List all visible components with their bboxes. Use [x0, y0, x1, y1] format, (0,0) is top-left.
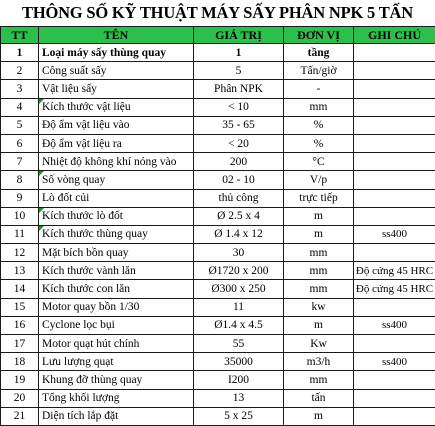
- row-value: 30: [194, 244, 284, 262]
- row-number: 14: [1, 280, 39, 298]
- table-row: [1, 225, 435, 243]
- row-note: [354, 371, 435, 389]
- row-unit: Kw: [284, 335, 354, 353]
- row-value: 11: [194, 298, 284, 316]
- row-note: [354, 98, 435, 116]
- table-row: [1, 298, 435, 316]
- column-header-value: GIÁ TRỊ: [194, 27, 284, 44]
- row-note: ss400: [354, 353, 435, 371]
- row-name: Motor quạt hút chính: [39, 335, 194, 353]
- sheet-title: THÔNG SỐ KỸ THUẬT MÁY SẤY PHÂN NPK 5 TẤN: [0, 0, 435, 26]
- row-number: 2: [1, 62, 39, 80]
- row-name: Diện tích lắp đặt: [39, 407, 194, 425]
- row-number: 5: [1, 116, 39, 134]
- row-name: Vật liệu sấy: [39, 80, 194, 98]
- row-note: Độ cứng 45 HRC: [354, 262, 435, 280]
- row-value: < 20: [194, 134, 284, 152]
- row-value: Ø1.4 x 4.5: [194, 316, 284, 334]
- table-row: [1, 262, 435, 280]
- table-row: [1, 80, 435, 98]
- row-unit: m: [284, 207, 354, 225]
- row-note: [354, 207, 435, 225]
- row-number: 15: [1, 298, 39, 316]
- row-unit: %: [284, 134, 354, 152]
- table-row: [1, 62, 435, 80]
- row-note: [354, 134, 435, 152]
- row-name: Nhiệt độ không khí nóng vào: [39, 153, 194, 171]
- row-value: 5: [194, 62, 284, 80]
- row-number: 11: [1, 225, 39, 243]
- row-name: Số vòng quay: [39, 171, 194, 189]
- table-row: [1, 153, 435, 171]
- spec-table: [0, 26, 435, 426]
- row-unit: m3/h: [284, 353, 354, 371]
- row-unit: m: [284, 225, 354, 243]
- row-name: Lò đốt củi: [39, 189, 194, 207]
- row-name: Khung đỡ thùng quay: [39, 371, 194, 389]
- row-value: 55: [194, 335, 284, 353]
- row-number: 7: [1, 153, 39, 171]
- row-note: [354, 171, 435, 189]
- row-note: [354, 80, 435, 98]
- table-row: [1, 280, 435, 298]
- row-unit: -: [284, 80, 354, 98]
- row-number: 8: [1, 171, 39, 189]
- row-value: Ø1720 x 200: [194, 262, 284, 280]
- row-note: [354, 407, 435, 425]
- row-name: Kích thước con lăn: [39, 280, 194, 298]
- row-note: Độ cứng 45 HRC: [354, 280, 435, 298]
- table-row: [1, 116, 435, 134]
- row-unit: %: [284, 116, 354, 134]
- row-note: [354, 116, 435, 134]
- row-note: ss400: [354, 225, 435, 243]
- row-unit: kw: [284, 298, 354, 316]
- row-name: Loại máy sấy thùng quay: [39, 44, 194, 62]
- table-row: [1, 353, 435, 371]
- row-name: Tổng khối lượng: [39, 389, 194, 407]
- row-value: Ø300 x 250: [194, 280, 284, 298]
- table-row: [1, 98, 435, 116]
- row-value: 1: [194, 44, 284, 62]
- row-name: Độ ẩm vật liệu vào: [39, 116, 194, 134]
- row-value: 02 - 10: [194, 171, 284, 189]
- row-number: 9: [1, 189, 39, 207]
- table-row: [1, 189, 435, 207]
- row-name: Kích thước thùng quay: [39, 225, 194, 243]
- row-unit: trực tiếp: [284, 189, 354, 207]
- row-note: ss400: [354, 316, 435, 334]
- row-unit: mm: [284, 371, 354, 389]
- row-number: 13: [1, 262, 39, 280]
- row-unit: Tấn/giờ: [284, 62, 354, 80]
- row-value: < 10: [194, 98, 284, 116]
- column-header-name: TÊN: [39, 27, 194, 44]
- row-number: 4: [1, 98, 39, 116]
- column-header-tt: TT: [1, 27, 39, 44]
- table-row: [1, 44, 435, 62]
- row-value: 35000: [194, 353, 284, 371]
- table-row: [1, 335, 435, 353]
- row-unit: V/p: [284, 171, 354, 189]
- row-unit: mm: [284, 262, 354, 280]
- row-name: Motor quay bồn 1/30: [39, 298, 194, 316]
- row-name: Mặt bích bồn quay: [39, 244, 194, 262]
- row-number: 17: [1, 335, 39, 353]
- row-name: Độ ẩm vật liệu ra: [39, 134, 194, 152]
- row-number: 6: [1, 134, 39, 152]
- row-value: 13: [194, 389, 284, 407]
- row-number: 21: [1, 407, 39, 425]
- table-row: [1, 171, 435, 189]
- column-header-note: GHI CHÚ: [354, 27, 435, 44]
- row-name: Lưu lượng quạt: [39, 353, 194, 371]
- row-number: 16: [1, 316, 39, 334]
- row-unit: m: [284, 407, 354, 425]
- row-name: Cyclone lọc bụi: [39, 316, 194, 334]
- row-name: Kích thước vật liệu: [39, 98, 194, 116]
- row-note: [354, 389, 435, 407]
- row-value: 35 - 65: [194, 116, 284, 134]
- row-number: 3: [1, 80, 39, 98]
- row-value: 5 x 25: [194, 407, 284, 425]
- row-unit: mm: [284, 98, 354, 116]
- table-row: [1, 407, 435, 425]
- table-row: [1, 316, 435, 334]
- row-unit: tấn: [284, 389, 354, 407]
- row-note: [354, 335, 435, 353]
- row-name: Kích thước lò đốt: [39, 207, 194, 225]
- row-unit: m: [284, 316, 354, 334]
- row-value: Ø 2.5 x 4: [194, 207, 284, 225]
- row-value: Ø 1.4 x 12: [194, 225, 284, 243]
- row-unit: °C: [284, 153, 354, 171]
- table-row: [1, 207, 435, 225]
- table-row: [1, 244, 435, 262]
- row-number: 12: [1, 244, 39, 262]
- row-unit: mm: [284, 244, 354, 262]
- row-note: [354, 153, 435, 171]
- row-number: 10: [1, 207, 39, 225]
- row-number: 20: [1, 389, 39, 407]
- row-unit: mm: [284, 280, 354, 298]
- table-row: [1, 371, 435, 389]
- row-number: 19: [1, 371, 39, 389]
- header-row: [1, 27, 435, 44]
- row-name: Công suất sấy: [39, 62, 194, 80]
- row-value: 200: [194, 153, 284, 171]
- row-note: [354, 44, 435, 62]
- row-note: [354, 244, 435, 262]
- row-name: Kích thước vành lăn: [39, 262, 194, 280]
- table-row: [1, 134, 435, 152]
- row-value: I200: [194, 371, 284, 389]
- row-number: 18: [1, 353, 39, 371]
- row-note: [354, 62, 435, 80]
- row-value: Phân NPK: [194, 80, 284, 98]
- row-note: [354, 298, 435, 316]
- table-row: [1, 389, 435, 407]
- row-note: [354, 189, 435, 207]
- row-value: thủ công: [194, 189, 284, 207]
- row-number: 1: [1, 44, 39, 62]
- column-header-unit: ĐƠN VỊ: [284, 27, 354, 44]
- row-unit: tầng: [284, 44, 354, 62]
